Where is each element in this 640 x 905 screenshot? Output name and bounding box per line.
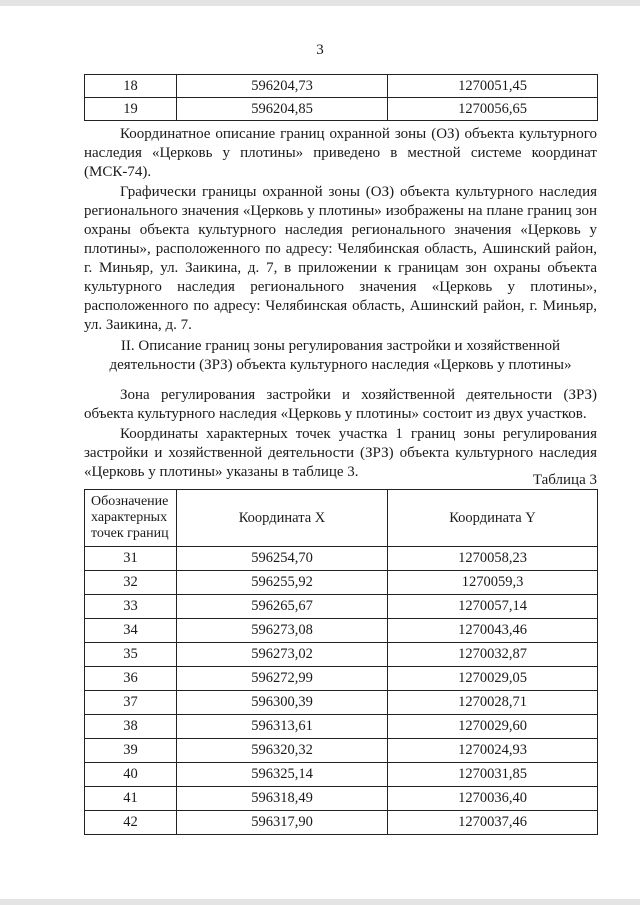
header-y: Координата Y	[388, 490, 598, 547]
x-cell: 596320,32	[177, 739, 388, 763]
y-cell: 1270057,14	[388, 595, 598, 619]
y-cell: 1270032,87	[388, 643, 598, 667]
y-cell: 1270029,05	[388, 667, 598, 691]
x-cell: 596325,14	[177, 763, 388, 787]
x-cell: 596255,92	[177, 571, 388, 595]
x-cell: 596300,39	[177, 691, 388, 715]
y-cell: 1270051,45	[388, 75, 598, 98]
y-cell: 1270058,23	[388, 547, 598, 571]
x-cell: 596265,67	[177, 595, 388, 619]
paragraph-coordinate-description: Координатное описание границ охранной зоны (ОЗ) объекта культурного наследия «Церковь у плотины» приведено в местной системе координат (МСК-74).	[84, 126, 597, 180]
table-row	[85, 739, 598, 763]
paragraph-zone-description: Зона регулирования застройки и хозяйственной деятельности (ЗРЗ) объекта культурного наследия «Церковь у плотины» состоит из двух участков.	[84, 387, 597, 422]
table-header-row	[85, 490, 598, 547]
table-row	[85, 763, 598, 787]
table-row	[85, 619, 598, 643]
table-row	[85, 787, 598, 811]
table-row	[85, 811, 598, 835]
table-row	[85, 643, 598, 667]
scan-top-edge	[0, 0, 640, 6]
x-cell: 596318,49	[177, 787, 388, 811]
scan-bottom-edge	[0, 899, 640, 905]
point-cell: 41	[85, 787, 177, 811]
header-point: Обозначение характерных точек границ	[85, 490, 177, 547]
x-cell: 596204,85	[177, 98, 388, 121]
x-cell: 596273,08	[177, 619, 388, 643]
point-cell: 31	[85, 547, 177, 571]
coordinates-table-continued	[84, 74, 598, 121]
table-row	[85, 75, 598, 98]
y-cell: 1270059,3	[388, 571, 598, 595]
point-cell: 37	[85, 691, 177, 715]
coordinates-table-3	[84, 489, 598, 835]
point-cell: 42	[85, 811, 177, 835]
page-number: 3	[316, 42, 324, 58]
x-cell: 596204,73	[177, 75, 388, 98]
y-cell: 1270031,85	[388, 763, 598, 787]
y-cell: 1270028,71	[388, 691, 598, 715]
y-cell: 1270024,93	[388, 739, 598, 763]
point-cell: 39	[85, 739, 177, 763]
table-row	[85, 98, 598, 121]
header-x: Координата X	[177, 490, 388, 547]
y-cell: 1270056,65	[388, 98, 598, 121]
table-row	[85, 595, 598, 619]
point-cell: 33	[85, 595, 177, 619]
point-cell: 18	[85, 75, 177, 98]
point-cell: 19	[85, 98, 177, 121]
section-heading: II. Описание границ зоны регулирования застройки и хозяйственной деятельности (ЗРЗ) объекта культурного наследия «Церковь у плотины»	[109, 338, 572, 373]
point-cell: 38	[85, 715, 177, 739]
x-cell: 596254,70	[177, 547, 388, 571]
y-cell: 1270029,60	[388, 715, 598, 739]
y-cell: 1270036,40	[388, 787, 598, 811]
point-cell: 40	[85, 763, 177, 787]
table-caption: Таблица 3	[532, 472, 597, 488]
y-cell: 1270037,46	[388, 811, 598, 835]
paragraph-graphic-boundaries: Графически границы охранной зоны (ОЗ) объекта культурного наследия регионального значения «Церковь у плотины» изображены на плане границ зон охраны объекта культурного наследия регионального значения «Церковь у плотины», расположенного по адресу: Челябинская область, Ашинский район, г. Миньяр, ул. Заикина, д. 7, в приложении к границам зон охраны объекта культурного наследия регионального значения «Церковь у плотины», расположенного по адресу: Челябинская область, Ашинский район, г. Миньяр, ул. Заикина, д. 7.	[84, 184, 597, 333]
point-cell: 32	[85, 571, 177, 595]
table-row	[85, 715, 598, 739]
point-cell: 36	[85, 667, 177, 691]
x-cell: 596272,99	[177, 667, 388, 691]
table-row	[85, 667, 598, 691]
table-row	[85, 691, 598, 715]
point-cell: 34	[85, 619, 177, 643]
x-cell: 596273,02	[177, 643, 388, 667]
point-cell: 35	[85, 643, 177, 667]
table-row	[85, 571, 598, 595]
table-row	[85, 547, 598, 571]
x-cell: 596317,90	[177, 811, 388, 835]
x-cell: 596313,61	[177, 715, 388, 739]
y-cell: 1270043,46	[388, 619, 598, 643]
paragraph-coordinates-reference: Координаты характерных точек участка 1 границ зоны регулирования застройки и хозяйственной деятельности (ЗРЗ) объекта культурного наследия «Церковь у плотины» указаны в таблице 3.	[84, 426, 597, 480]
